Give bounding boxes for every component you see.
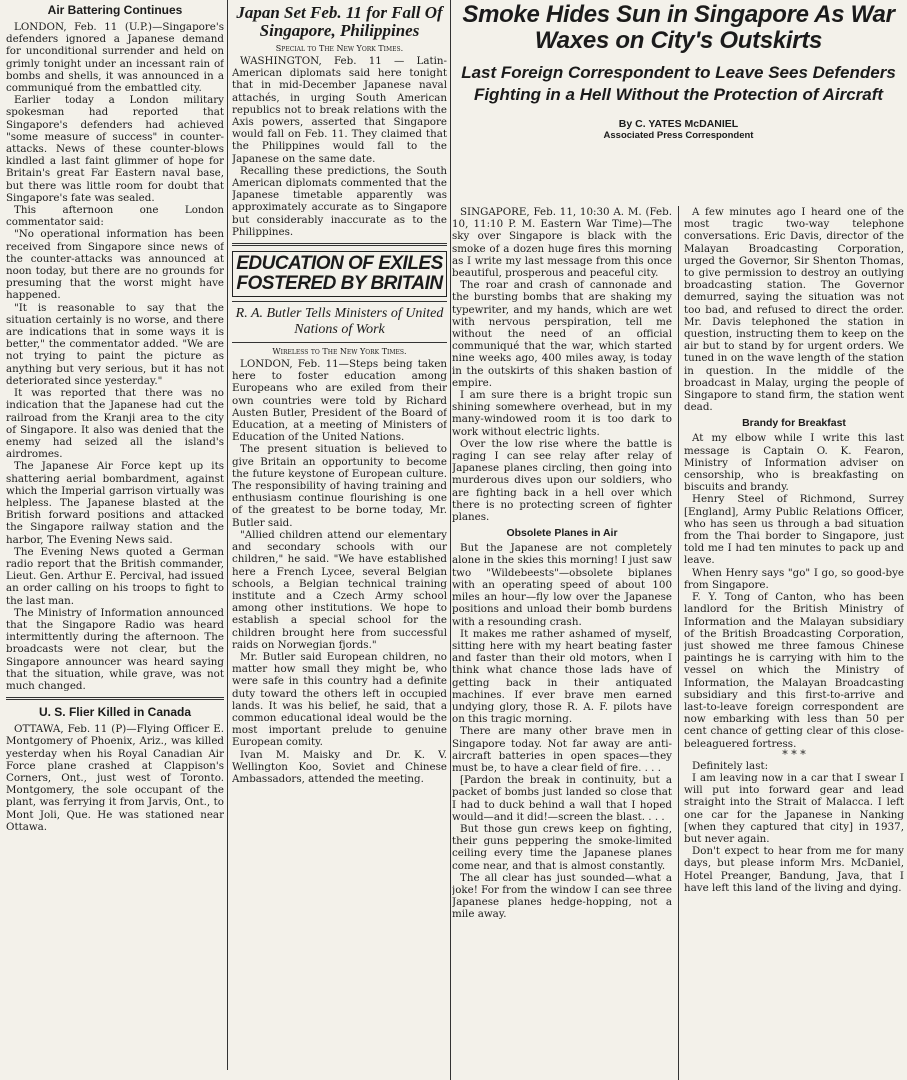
- paragraph: The Japanese Air Force kept up its shattering aerial bombardment, against which the Imperial garrison virtually was helpless. The Japanese blasted at the British forward positions and attacked the Singapore railway station and the harbor, The Evening News said.: [6, 460, 224, 546]
- headline-air-battering: Air Battering Continues: [47, 3, 183, 17]
- credit-line: Wireless to The New York Times.: [272, 347, 407, 357]
- paragraph: [Pardon the break in continuity, but a packet of bombs just landed so close that I had to duck behind a wall that I hoped would—and it did!—screen the blast. . . .: [452, 774, 672, 823]
- subhead-last-correspondent: Last Foreign Correspondent to Leave Sees Defenders Fighting in a Hell Without the Protection of Aircraft: [461, 63, 896, 104]
- paragraph: I am sure there is a bright tropic sun shining somewhere overhead, but in my many-windowed room it is too dark to work without electric lights.: [452, 389, 672, 438]
- paragraph: F. Y. Tong of Canton, who has been landlord for the British Ministry of Information and the Malayan subsidiary of the British Broadcasting Corporation, just showed me three famous Chinese paintings he is carrying with him to the vessel on which the Ministry of Information, the Malayan Broadcasting subsidiary and this first-to-arrive and last-to-leave foreign correspondent are now embarking with less than 50 per cent chance of getting clear of this close-beleaguered fortress.: [684, 591, 904, 750]
- paragraph: "No operational information has been received from Singapore since news of the counter-attacks was announced at noon today, but there are no grounds for presuming that the worst might have happened.: [6, 228, 224, 302]
- main-story: [452, 0, 905, 1080]
- paragraph: The all clear has just sounded—what a joke! For from the window I can see three Japanese planes hedge-hopping, not a mile away.: [452, 871, 672, 921]
- paragraph: Ivan M. Maisky and Dr. K. V. Wellington Koo, Soviet and Chinese Ambassadors, attended the meeting.: [232, 748, 447, 785]
- paragraph: Mr. Butler said European children, no matter how small they might be, who were safe in this country had a definite duty toward the others left in occupied lands. It was his belief, he said, that a common educational ideal would be the most important prelude to genuine European comity.: [232, 650, 447, 749]
- column-2: [232, 0, 447, 1068]
- main-story-column-b: [684, 206, 904, 1076]
- main-story-column-a: [452, 206, 672, 1076]
- subhead-butler: R. A. Butler Tells Ministers of United Nations of Work: [235, 306, 444, 338]
- paragraph: But the Japanese are not completely alone in the skies this morning! I just saw two "Wildebeests"—obsolete biplanes with an operating speed of about 100 miles an hour—fly low over the Japanese positions and unload their bomb burdens with a resounding crash.: [452, 542, 672, 628]
- credit-line: Special to The New York Times.: [275, 44, 404, 53]
- column-1: [6, 0, 224, 1068]
- section-heading-brandy: Brandy for Breakfast: [742, 417, 846, 430]
- paragraph: There are many other brave men in Singapore today. Not far away are anti-aircraft batteries in open spaces—they must be, to have a clear field of fire. . . .: [452, 725, 672, 774]
- article-education-body: [232, 358, 447, 785]
- paragraph: OTTAWA, Feb. 11 (P)—Flying Officer E. Montgomery of Phoenix, Ariz., was killed yesterday when his Royal Canadian Air Force plane crashed at Clappison's Corners, Ont., just west of Toronto. Montgomery, the sole occupant of the plant, was ferrying it from Jarvis, Ont., to Mont Joli, Que. He was stationed near Ottawa.: [6, 723, 224, 833]
- headline-us-flier: U. S. Flier Killed in Canada: [38, 705, 192, 720]
- section-heading-obsolete-planes: Obsolete Planes in Air: [506, 527, 618, 540]
- paragraph: SINGAPORE, Feb. 11, 10:30 A. M. (Feb. 10, 11:10 P. M. Eastern War Time)—The sky over Singapore is black with the smoke of a dozen huge fires this morning as I write my last message from this once beautiful, prosperous and peaceful city.: [452, 206, 672, 280]
- paragraph: Henry Steel of Richmond, Surrey [England], Army Public Relations Officer, who has seen us through a bad situation from the Thai border to Singapore, just told me I had ten minutes to pack up and leave.: [684, 493, 904, 567]
- paragraph: "Allied children attend our elementary and secondary schools with our children," he said. "We have established here a French Lycee, several Belgian schools, a Belgian technical training institute and a Czech Army school among other institutions. We hope to establish a special school for the children brought here from successful raids on Norwegian fjords.": [232, 528, 447, 651]
- divider: [232, 342, 447, 343]
- main-story-header: [452, 0, 905, 145]
- divider: [232, 301, 447, 302]
- divider: [232, 243, 447, 246]
- paragraph: I am leaving now in a car that I swear I will put into forward gear and lead straight into the Strait of Malacca. I left one car for the Japanese in Nanking [when they captured that city] in 1937, but never again.: [684, 771, 904, 845]
- paragraph: A few minutes ago I heard one of the most tragic two-way telephone conversations. Eric Davis, director of the Malayan Broadcasting Corporation, urged the Governor, Sir Shenton Thomas, to give permission to destroy an outlying broadcasting station. The Governor demurred, saying the situation was not too bad, and refused to direct the order. Mr. Davis telephoned the station in question, instructing them to keep on the air but to stand by for urgent orders. We tuned in on the wave length of the station in question. In the middle of the broadcast in Malay, urging the people of Singapore to stand firm, the station went dead.: [684, 206, 904, 414]
- article-air-battering-body: [6, 21, 224, 692]
- paragraph: Definitely last:: [692, 759, 769, 772]
- paragraph: LONDON, Feb. 11 (U.P.)—Singapore's defenders ignored a Japanese demand for unconditional surrender and held on grimly tonight under an incessant rain of bombs and shells, it was announced in a communiqué from the embattled city.: [6, 21, 224, 95]
- column-rule: [450, 0, 451, 1080]
- headline-education-exiles: EDUCATION OF EXILES FOSTERED BY BRITAIN: [236, 253, 443, 295]
- article-us-flier-body: [6, 723, 224, 833]
- paragraph: But those gun crews keep on fighting, their guns peppering the smoke-limited ceiling every time the Japanese planes come near, and that is almost constantly.: [452, 822, 672, 872]
- paragraph: The present situation is believed to give Britain an opportunity to become the future keystone of European culture. The responsibility of having training and enthusiasm continue flourishing is one of the greatest to be borne today, Mr. Butler said.: [232, 443, 447, 529]
- paragraph: Don't expect to hear from me for many days, but please inform Mrs. McDaniel, Hotel Preanger, Bandung, Java, that I have left this land of the living and dying.: [684, 845, 904, 894]
- paragraph: When Henry says "go" I go, so good-bye from Singapore.: [684, 566, 904, 591]
- paragraph: LONDON, Feb. 11—Steps being taken here to foster education among Europeans who are exiled from their own countries were told by Richard Austen Butler, President of the Board of Education, at a meeting of Ministers of Education of the United Nations.: [232, 358, 447, 444]
- column-rule: [678, 206, 679, 1080]
- paragraph: It was reported that there was no indication that the Japanese had cut the railroad from the Kranji area to the city of Singapore. It also was denied that the enemy had seized all the island's airdromes.: [6, 387, 224, 461]
- paragraph: "It is reasonable to say that the situation certainly is no worse, and there are indications that in some ways it is better," the commentator added. "We are not trying to paint the picture as anything but very serious, but it has not deteriorated since yesterday.": [6, 301, 224, 387]
- paragraph: It makes me rather ashamed of myself, sitting here with my heart beating faster and faster than their old motors, when I think what chance those lads have of getting back in their antiquated machines. If ever brave men earned undying glory, those R. A. F. pilots have on this tragic morning.: [452, 627, 672, 726]
- headline-japan-set-date: Japan Set Feb. 11 for Fall Of Singapore, Philippines: [236, 3, 443, 40]
- headline-box: [232, 251, 447, 297]
- column-rule: [227, 0, 228, 1070]
- paragraph: Earlier today a London military spokesman had reported that Singapore's defenders had achieved "some measure of success" in counter-attacks. News of these counter-blows kindled a last faint glimmer of hope for Britain's great Far Eastern naval base, but there was little room for doubt that Singapore's fate was sealed.: [6, 94, 224, 204]
- paragraph: The Evening News quoted a German radio report that the British commander, Lieut. Gen. Arthur E. Percival, had issued an order calling on his troops to fight to the last man.: [6, 545, 224, 607]
- section-break-stars: * * *: [782, 747, 806, 761]
- paragraph: At my elbow while I write this last message is Captain O. K. Fearon, Ministry of Information adviser on censorship, who is breakfasting on biscuits and brandy.: [684, 432, 904, 494]
- article-japan-body: [232, 55, 447, 238]
- byline-affiliation: Associated Press Correspondent: [603, 130, 754, 141]
- divider: [6, 697, 224, 700]
- byline: By C. YATES McDANIEL: [618, 118, 739, 130]
- paragraph: Recalling these predictions, the South American diplomats commented that the Japanese timetable apparently was approximately accurate as to Singapore but considerably inaccurate as to the Philippines.: [232, 164, 447, 238]
- headline-smoke-hides-sun: Smoke Hides Sun in Singapore As War Waxes on City's Outskirts: [462, 1, 895, 54]
- paragraph: Over the low rise where the battle is raging I can see relay after relay of Japanese planes circling, then going into murderous dives upon our soldiers, who are fighting back in a hell over which there is no protecting screen of fighter planes.: [452, 437, 672, 524]
- paragraph: The Ministry of Information announced that the Singapore Radio was heard intermittently during the afternoon. The broadcasts were not clear, but the Singapore announcer was heard saying that the situation, while grave, was not much changed.: [6, 606, 224, 692]
- paragraph: The roar and crash of cannonade and the bursting bombs that are shaking my typewriter, and my hands, which are wet with nervous perspiration, tell me without the need of an official communiqué that the war, which started nine weeks ago, 400 miles away, is today in the outskirts of this shaken bastion of empire.: [452, 279, 672, 389]
- paragraph: WASHINGTON, Feb. 11 — Latin-American diplomats said here tonight that in mid-December Japanese naval attachés, in urging South American republics not to break relations with the Axis powers, asserted that Singapore would fall on Feb. 11. They claimed that the Philippines would fall to the Japanese on the same date.: [232, 55, 447, 165]
- paragraph: This afternoon one London commentator said:: [6, 204, 224, 229]
